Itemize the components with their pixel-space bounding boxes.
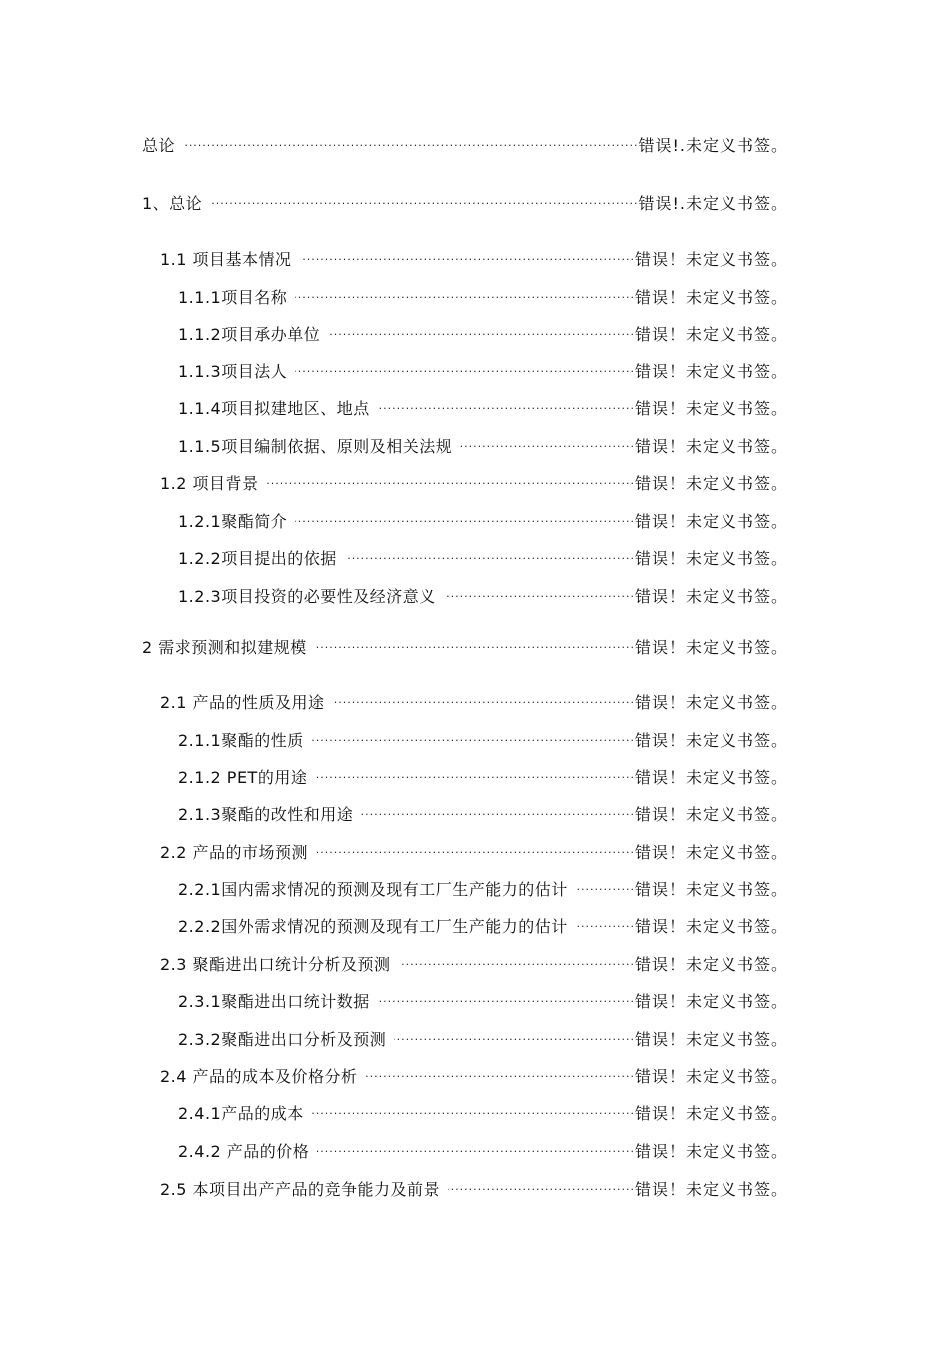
- toc-entry-page-ref: 错误！未定义书签。: [634, 693, 788, 712]
- dot-leader: [295, 507, 635, 527]
- toc-entry-page-ref: 错误！未定义书签。: [634, 549, 788, 568]
- toc-entry-page-ref: 错误！未定义书签。: [634, 250, 788, 269]
- toc-entry-title: 2.3.2聚酯进出口分析及预测: [178, 1030, 387, 1049]
- toc-entry[interactable]: [160, 688, 788, 713]
- toc-entry-title: 总论: [142, 136, 176, 155]
- dot-leader: [378, 987, 635, 1007]
- toc-entry-page-ref: 错误！未定义书签。: [634, 917, 788, 936]
- toc-entry-page-ref: 错误！未定义书签。: [634, 1030, 788, 1049]
- dot-leader: [312, 726, 635, 746]
- toc-entry-title: 2.3 聚酯进出口统计分析及预测: [160, 955, 391, 974]
- toc-entry-title: 2.2.2国外需求情况的预测及现有工厂生产能力的估计: [178, 917, 568, 936]
- toc-entry[interactable]: [178, 283, 788, 308]
- dot-leader: [317, 1137, 635, 1157]
- dot-leader: [315, 763, 635, 783]
- toc-entry[interactable]: [178, 912, 788, 937]
- toc-entry[interactable]: [178, 582, 788, 607]
- toc-entry[interactable]: [178, 726, 788, 751]
- toc-entry-page-ref: 错误！未定义书签。: [634, 805, 788, 824]
- toc-entry[interactable]: [178, 507, 788, 532]
- toc-entry-title: 2.2.1国内需求情况的预测及现有工厂生产能力的估计: [178, 880, 568, 899]
- dot-leader: [328, 320, 635, 340]
- toc-entry[interactable]: [178, 432, 788, 457]
- toc-entry-page-ref: 错误！未定义书签。: [634, 768, 788, 787]
- toc-entry-title: 1.2.2项目提出的依据: [178, 549, 337, 568]
- toc-entry[interactable]: [178, 763, 788, 788]
- toc-entry-title: 1.2.3项目投资的必要性及经济意义: [178, 587, 436, 606]
- toc-entry-page-ref: 错误！未定义书签。: [634, 955, 788, 974]
- toc-entry-page-ref: 错误！未定义书签。: [634, 362, 788, 381]
- dot-leader: [267, 469, 635, 489]
- toc-entry[interactable]: [178, 875, 788, 900]
- toc-entry-title: 2.3.1聚酯进出口统计数据: [178, 992, 370, 1011]
- dot-leader: [394, 1025, 635, 1045]
- toc-entry-page-ref: 错误！未定义书签。: [634, 437, 788, 456]
- dot-leader: [345, 544, 635, 564]
- toc-entry-title: 2.4.2 产品的价格: [178, 1142, 310, 1161]
- toc-entry[interactable]: [160, 838, 788, 863]
- toc-entry-title: 1.1.2项目承办单位: [178, 325, 321, 344]
- toc-entry[interactable]: [142, 633, 788, 658]
- toc-entry-title: 1.2.1聚酯简介: [178, 512, 288, 531]
- toc-entry-title: 1.2 项目背景: [160, 474, 259, 493]
- dot-leader: [366, 1062, 635, 1082]
- dot-leader: [448, 1175, 635, 1195]
- toc-entry[interactable]: [178, 394, 788, 419]
- toc-entry-page-ref: 错误！未定义书签。: [634, 992, 788, 1011]
- dot-leader: [378, 394, 635, 414]
- dot-leader: [315, 633, 635, 653]
- toc-entry-page-ref: 错误！未定义书签。: [634, 325, 788, 344]
- toc-entry-title: 2.1.3聚酯的改性和用途: [178, 805, 354, 824]
- dot-leader: [399, 950, 635, 970]
- dot-leader: [312, 1099, 635, 1119]
- dot-leader: [333, 688, 635, 708]
- toc-entry-title: 1.1.3项目法人: [178, 362, 288, 381]
- toc-entry-page-ref: 错误！未定义书签。: [634, 880, 788, 899]
- toc-entry-page-ref: 错误！未定义书签。: [634, 1104, 788, 1123]
- toc-entry[interactable]: [160, 245, 788, 270]
- toc-entry[interactable]: [178, 1099, 788, 1124]
- toc-entry[interactable]: [178, 1137, 788, 1162]
- toc-entry-title: 1.1.5项目编制依据、原则及相关法规: [178, 437, 453, 456]
- toc-entry-title: 2.4 产品的成本及价格分析: [160, 1067, 358, 1086]
- toc-entry-page-ref: 错误！未定义书签。: [634, 512, 788, 531]
- toc-entry-title: 1.1 项目基本情况: [160, 250, 292, 269]
- toc-entry[interactable]: [178, 544, 788, 569]
- toc-entry[interactable]: [178, 1025, 788, 1050]
- toc-entry-title: 2 需求预测和拟建规模: [142, 638, 307, 657]
- dot-leader: [210, 189, 638, 209]
- toc-entry-title: 2.1.1聚酯的性质: [178, 731, 304, 750]
- toc-entry-page-ref: 错误！未定义书签。: [634, 1180, 788, 1199]
- toc-entry-title: 2.5 本项目出产产品的竞争能力及前景: [160, 1180, 441, 1199]
- toc-entry[interactable]: [178, 800, 788, 825]
- toc-entry-title: 2.2 产品的市场预测: [160, 843, 309, 862]
- toc-entry-page-ref: 错误!.未定义书签。: [638, 194, 788, 213]
- toc-entry[interactable]: [142, 131, 788, 156]
- dot-leader: [444, 582, 635, 602]
- toc-entry-page-ref: 错误！未定义书签。: [634, 399, 788, 418]
- toc-entry[interactable]: [160, 469, 788, 494]
- toc-entry-title: 2.4.1产品的成本: [178, 1104, 304, 1123]
- dot-leader: [361, 800, 635, 820]
- toc-entry[interactable]: [160, 950, 788, 975]
- toc-entry-page-ref: 错误！未定义书签。: [634, 1067, 788, 1086]
- toc-entry-page-ref: 错误！未定义书签。: [634, 638, 788, 657]
- toc-entry-title: 1.1.4项目拟建地区、地点: [178, 399, 370, 418]
- dot-leader: [576, 875, 635, 895]
- dot-leader: [316, 838, 635, 858]
- toc-entry-title: 1.1.1项目名称: [178, 288, 288, 307]
- toc-entry-page-ref: 错误！未定义书签。: [634, 474, 788, 493]
- toc-entry[interactable]: [160, 1175, 788, 1200]
- toc-entry[interactable]: [178, 320, 788, 345]
- toc-entry-page-ref: 错误！未定义书签。: [634, 587, 788, 606]
- toc-entry[interactable]: [160, 1062, 788, 1087]
- toc-entry-title: 2.1 产品的性质及用途: [160, 693, 325, 712]
- dot-leader: [576, 912, 635, 932]
- dot-leader: [295, 357, 635, 377]
- dot-leader: [295, 283, 635, 303]
- toc-entry-page-ref: 错误！未定义书签。: [634, 288, 788, 307]
- toc-entry-page-ref: 错误!.未定义书签。: [638, 136, 788, 155]
- toc-entry[interactable]: [178, 357, 788, 382]
- toc-entry-title: 1、总论: [142, 194, 203, 213]
- dot-leader: [460, 432, 635, 452]
- dot-leader: [300, 245, 635, 265]
- toc-entry-page-ref: 错误！未定义书签。: [634, 843, 788, 862]
- toc-entry[interactable]: [178, 987, 788, 1012]
- toc-entry-page-ref: 错误！未定义书签。: [634, 1142, 788, 1161]
- toc-entry-page-ref: 错误！未定义书签。: [634, 731, 788, 750]
- toc-entry-title: 2.1.2 PET的用途: [178, 768, 308, 787]
- dot-leader: [183, 131, 638, 151]
- toc-entry[interactable]: [142, 189, 788, 214]
